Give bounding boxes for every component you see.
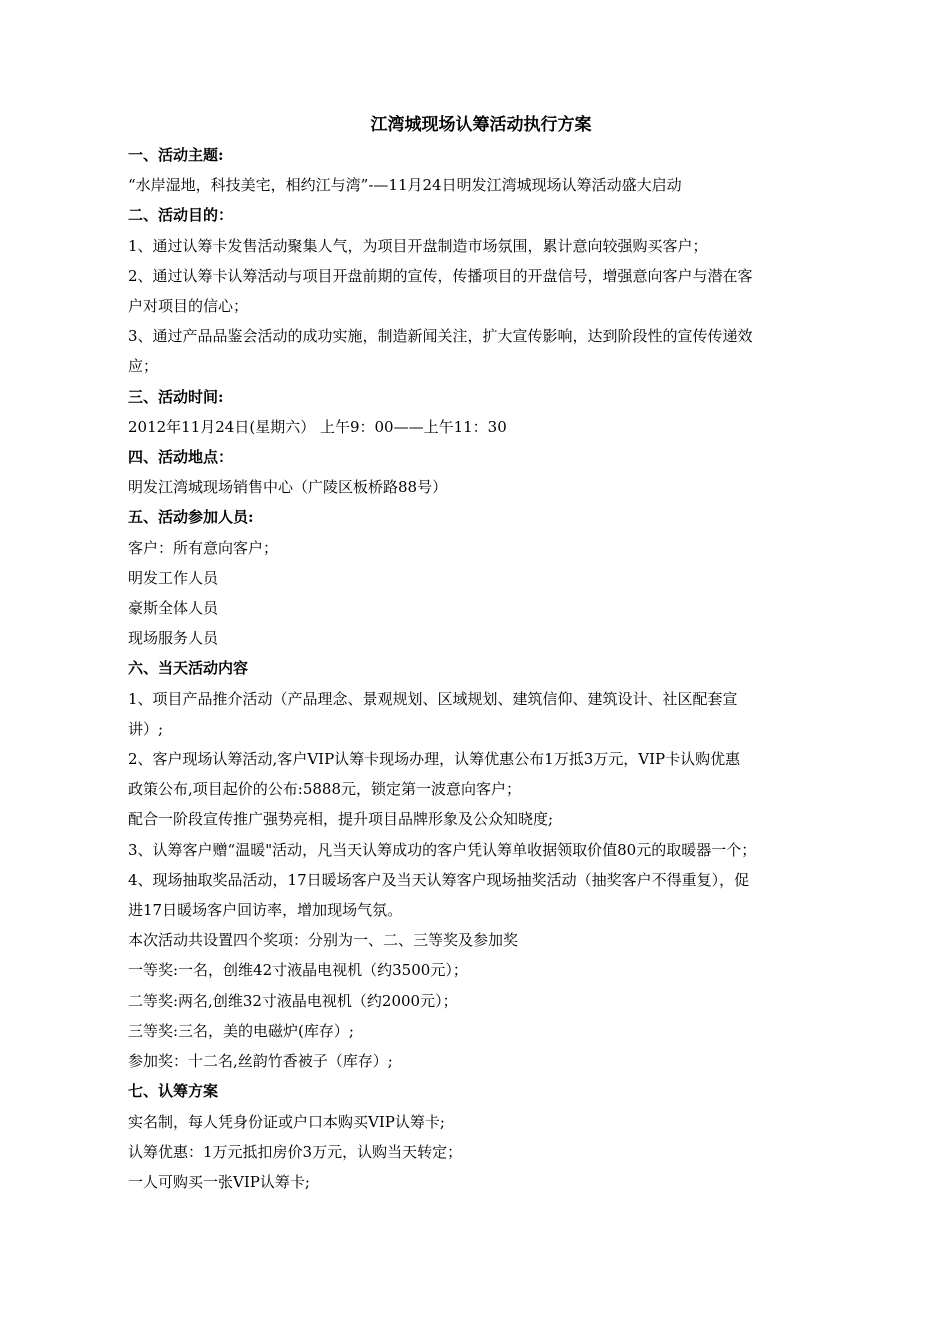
document-body (128, 140, 828, 1197)
paragraph-line: 1、项目产品推介活动（产品理念、景观规划、区域规划、建筑信仰、建筑设计、社区配套宣 (128, 689, 738, 708)
paragraph-line: 进17日暖场客户回访率，增加现场气氛。 (128, 901, 403, 920)
paragraph-line: 本次活动共设置四个奖项：分别为一、二、三等奖及参加奖 (128, 931, 519, 950)
paragraph-line: 现场服务人员 (128, 629, 219, 648)
document-title: 江湾城现场认筹活动执行方案 (370, 115, 592, 135)
document-page (128, 110, 828, 1197)
paragraph-line: 户对项目的信心； (128, 297, 249, 316)
section-heading: 六、当天活动内容 (128, 659, 249, 678)
paragraph-line: 明发工作人员 (128, 568, 219, 587)
paragraph-line: 客户：所有意向客户； (128, 538, 279, 557)
paragraph-line: 明发江湾城现场销售中心（广陵区板桥路88号） (128, 478, 448, 497)
paragraph-line: 3、通过产品品鉴会活动的成功实施，制造新闻关注，扩大宣传影响，达到阶段性的宣传传递效 (128, 327, 753, 346)
section-heading: 四、活动地点： (128, 448, 234, 467)
paragraph-line: 2012年11月24日(星期六） 上午9：00——上午11：30 (128, 417, 507, 436)
paragraph-line: 豪斯全体人员 (128, 599, 219, 618)
paragraph-line: 二等奖:两名,创维32寸液晶电视机（约2000元）； (128, 991, 458, 1010)
paragraph-line: 讲）; (128, 719, 164, 738)
paragraph-line: 配合一阶段宣传推广强势亮相，提升项目品牌形象及公众知晓度; (128, 810, 554, 829)
section-heading: 三、活动时间: (128, 387, 224, 406)
paragraph-line: 2、通过认筹卡认筹活动与项目开盘前期的宣传，传播项目的开盘信号，增强意向客户与潜在客 (128, 266, 753, 285)
section-heading: 一、活动主题: (128, 146, 224, 164)
paragraph-line: 参加奖：十二名,丝韵竹香被子（库存）; (128, 1052, 393, 1071)
paragraph-line: 一人可购买一张VIP认筹卡; (128, 1172, 310, 1191)
paragraph-line: 实名制，每人凭身份证或户口本购买VIP认筹卡; (128, 1112, 445, 1131)
paragraph-line: 2、客户现场认筹活动,客户VIP认筹卡现场办理，认筹优惠公布1万抵3万元，VIP卡认购优惠 (128, 750, 741, 769)
paragraph-line: 一等奖:一名，创维42寸液晶电视机（约3500元）； (128, 961, 468, 980)
paragraph-line: “水岸湿地，科技美宅，相约江与湾”-—11月24日明发江湾城现场认筹活动盛大启动 (128, 176, 682, 195)
paragraph-line: 认筹优惠：1万元抵扣房价3万元，认购当天转定； (128, 1142, 463, 1161)
section-heading: 五、活动参加人员: (128, 508, 254, 527)
paragraph-line: 应； (128, 357, 159, 376)
section-heading: 二、活动目的： (128, 206, 234, 225)
paragraph-line: 3、认筹客户赠“温暖"活动，凡当天认筹成功的客户凭认筹单收据领取价值80元的取暖器一个； (128, 840, 757, 859)
paragraph-line: 政策公布,项目起价的公布:5888元，锁定第一波意向客户； (128, 780, 521, 799)
paragraph-line: 4、现场抽取奖品活动，17日暖场客户及当天认筹客户现场抽奖活动（抽奖客户不得重复），促 (128, 870, 750, 889)
section-heading: 七、认筹方案 (128, 1082, 219, 1101)
paragraph-line: 1、通过认筹卡发售活动聚集人气，为项目开盘制造市场氛围，累计意向较强购买客户； (128, 236, 708, 255)
paragraph-line: 三等奖:三名，美的电磁炉(库存）; (128, 1021, 354, 1040)
